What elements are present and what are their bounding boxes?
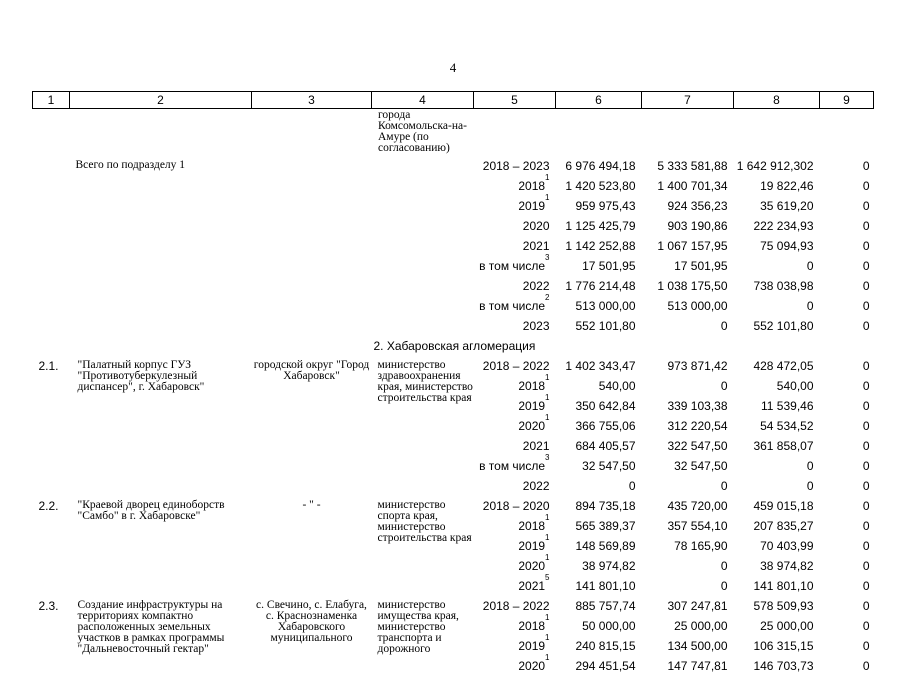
- year-cell: [474, 417, 556, 437]
- year-cell: [474, 237, 556, 257]
- item-name: Создание инфраструктуры на территориях компактно расположенных земельных участков в рамках программы "Дальневосточный гектар": [70, 597, 252, 677]
- local-cell: 0: [820, 237, 874, 257]
- year-label: 2018 – 2023: [483, 159, 550, 173]
- local-cell: 0: [820, 577, 874, 597]
- federal-cell: 78 165,90: [642, 537, 734, 557]
- regional-cell: 0: [734, 297, 820, 317]
- regional-cell: 207 835,27: [734, 517, 820, 537]
- footnote-mark: 1: [545, 613, 549, 622]
- federal-cell: 5 333 581,88: [642, 157, 734, 177]
- local-cell: 0: [820, 377, 874, 397]
- table-row: [33, 197, 874, 217]
- year-cell: [474, 157, 556, 177]
- local-cell: 0: [820, 497, 874, 517]
- federal-cell: 312 220,54: [642, 417, 734, 437]
- year-cell: [474, 457, 556, 477]
- total-cell: 0: [556, 477, 642, 497]
- federal-cell: 25 000,00: [642, 617, 734, 637]
- federal-cell: 134 500,00: [642, 637, 734, 657]
- year-cell: [474, 637, 556, 657]
- year-cell: [474, 177, 556, 197]
- regional-cell: 428 472,05: [734, 357, 820, 377]
- footnote-mark: 1: [545, 393, 549, 402]
- year-cell: [474, 357, 556, 377]
- item-municipality: с. Свечино, с. Елабуга, с. Краснознаменка Хабаровского муниципального: [252, 597, 372, 677]
- year-label: 2021: [523, 239, 550, 253]
- total-cell: 552 101,80: [556, 317, 642, 337]
- year-label: 2021: [523, 439, 550, 453]
- footnote-mark: 1: [545, 553, 549, 562]
- table-body: [33, 109, 874, 677]
- federal-cell: 973 871,42: [642, 357, 734, 377]
- federal-cell: 1 067 157,95: [642, 237, 734, 257]
- footnote-mark: 1: [545, 173, 549, 182]
- local-cell: 0: [820, 177, 874, 197]
- federal-cell: 0: [642, 557, 734, 577]
- federal-cell: 17 501,95: [642, 257, 734, 277]
- total-cell: 240 815,15: [556, 637, 642, 657]
- footnote-mark: 1: [545, 653, 549, 662]
- local-cell: 0: [820, 297, 874, 317]
- empty-cell: [33, 277, 474, 297]
- item-responsible: министерство здравоохранения края, министерство строительства края: [372, 357, 474, 497]
- regional-cell: 222 234,93: [734, 217, 820, 237]
- regional-cell: 141 801,10: [734, 577, 820, 597]
- federal-cell: 0: [642, 477, 734, 497]
- table-row: [33, 257, 874, 277]
- local-cell: 0: [820, 637, 874, 657]
- total-cell: 6 976 494,18: [556, 157, 642, 177]
- year-label: 2018 – 2020: [483, 499, 550, 513]
- empty-cell: [70, 337, 252, 357]
- regional-cell: 540,00: [734, 377, 820, 397]
- footnote-mark: 1: [545, 413, 549, 422]
- footnote-mark: 1: [545, 373, 549, 382]
- year-label: 2019: [518, 539, 545, 553]
- year-label: 2020: [518, 419, 545, 433]
- federal-cell: 0: [642, 577, 734, 597]
- empty-cell: [33, 297, 474, 317]
- total-cell: 50 000,00: [556, 617, 642, 637]
- total-cell: 565 389,37: [556, 517, 642, 537]
- number-cell: [33, 157, 70, 177]
- regional-cell: 70 403,99: [734, 537, 820, 557]
- total-cell: 684 405,57: [556, 437, 642, 457]
- continuation-cell: [33, 109, 874, 158]
- local-cell: 0: [820, 557, 874, 577]
- federal-cell: 357 554,10: [642, 517, 734, 537]
- local-cell: 0: [820, 257, 874, 277]
- header-cell: 7: [642, 92, 734, 109]
- total-cell: 294 451,54: [556, 657, 642, 677]
- total-cell: 38 974,82: [556, 557, 642, 577]
- year-cell: [474, 297, 556, 317]
- year-label: 2020: [523, 219, 550, 233]
- table-row: [33, 177, 874, 197]
- year-label: 2020: [518, 559, 545, 573]
- local-cell: 0: [820, 357, 874, 377]
- regional-cell: 19 822,46: [734, 177, 820, 197]
- federal-cell: 1 400 701,34: [642, 177, 734, 197]
- item-responsible: министерство спорта края, министерство строительства края: [372, 497, 474, 597]
- header-cell: 8: [734, 92, 820, 109]
- continuation-row: [33, 109, 874, 158]
- table-row: [33, 297, 874, 317]
- empty-cell: [33, 337, 70, 357]
- footnote-mark: 1: [545, 513, 549, 522]
- local-cell: 0: [820, 617, 874, 637]
- year-cell: [474, 577, 556, 597]
- local-cell: 0: [820, 417, 874, 437]
- local-cell: 0: [820, 317, 874, 337]
- column-number-row: [33, 92, 874, 109]
- empty-cell: [33, 257, 474, 277]
- year-cell: [474, 197, 556, 217]
- regional-cell: 738 038,98: [734, 277, 820, 297]
- table-row: [33, 597, 874, 617]
- year-cell: [474, 597, 556, 617]
- footnote-mark: 2: [545, 293, 549, 302]
- regional-cell: 54 534,52: [734, 417, 820, 437]
- item-name: "Палатный корпус ГУЗ "Противотуберкулезный диспансер", г. Хабаровск": [70, 357, 252, 497]
- regional-cell: 146 703,73: [734, 657, 820, 677]
- item-number: 2.1.: [33, 357, 70, 497]
- regional-cell: 0: [734, 477, 820, 497]
- total-cell: 1 142 252,88: [556, 237, 642, 257]
- total-cell: 894 735,18: [556, 497, 642, 517]
- footnote-mark: 1: [545, 633, 549, 642]
- federal-cell: 513 000,00: [642, 297, 734, 317]
- total-cell: 1 420 523,80: [556, 177, 642, 197]
- federal-cell: 339 103,38: [642, 397, 734, 417]
- total-cell: 885 757,74: [556, 597, 642, 617]
- total-cell: 148 569,89: [556, 537, 642, 557]
- local-cell: 0: [820, 217, 874, 237]
- header-cell: 6: [556, 92, 642, 109]
- regional-cell: 11 539,46: [734, 397, 820, 417]
- year-cell: [474, 317, 556, 337]
- total-cell: 540,00: [556, 377, 642, 397]
- federal-cell: 1 038 175,50: [642, 277, 734, 297]
- total-cell: 513 000,00: [556, 297, 642, 317]
- regional-cell: 35 619,20: [734, 197, 820, 217]
- year-cell: [474, 397, 556, 417]
- empty-cell: [33, 197, 474, 217]
- header-cell: 1: [33, 92, 70, 109]
- local-cell: 0: [820, 277, 874, 297]
- subtotal-label: Всего по подразделу 1: [70, 157, 474, 177]
- budget-table: [32, 91, 874, 677]
- empty-cell: [33, 237, 474, 257]
- federal-cell: 435 720,00: [642, 497, 734, 517]
- year-cell: [474, 497, 556, 517]
- empty-cell: [642, 337, 874, 357]
- regional-cell: 38 974,82: [734, 557, 820, 577]
- year-cell: [474, 617, 556, 637]
- year-label: 2018 – 2022: [483, 599, 550, 613]
- regional-cell: 459 015,18: [734, 497, 820, 517]
- total-cell: 17 501,95: [556, 257, 642, 277]
- local-cell: 0: [820, 517, 874, 537]
- table-row: [33, 217, 874, 237]
- local-cell: 0: [820, 397, 874, 417]
- regional-cell: 0: [734, 457, 820, 477]
- header-cell: 9: [820, 92, 874, 109]
- empty-cell: [33, 317, 474, 337]
- empty-cell: [33, 217, 474, 237]
- table-row: [33, 157, 874, 177]
- year-cell: [474, 657, 556, 677]
- item-number: 2.3.: [33, 597, 70, 677]
- item-municipality: - " -: [252, 497, 372, 597]
- item-number: 2.2.: [33, 497, 70, 597]
- year-cell: [474, 377, 556, 397]
- total-cell: 1 776 214,48: [556, 277, 642, 297]
- year-label: 2022: [523, 479, 550, 493]
- year-label: 2021: [518, 579, 545, 593]
- year-cell: [474, 517, 556, 537]
- total-cell: 32 547,50: [556, 457, 642, 477]
- regional-cell: 0: [734, 257, 820, 277]
- regional-cell: 75 094,93: [734, 237, 820, 257]
- year-label: 2018: [518, 179, 545, 193]
- year-cell: [474, 217, 556, 237]
- federal-cell: 903 190,86: [642, 217, 734, 237]
- year-label: в том числе: [479, 259, 545, 273]
- regional-cell: 552 101,80: [734, 317, 820, 337]
- section-row: [33, 337, 874, 357]
- year-cell: [474, 537, 556, 557]
- year-cell: [474, 477, 556, 497]
- year-label: 2018: [518, 619, 545, 633]
- footnote-mark: 3: [545, 253, 549, 262]
- page-number: 4: [446, 60, 460, 76]
- year-label: 2018: [518, 379, 545, 393]
- regional-cell: 361 858,07: [734, 437, 820, 457]
- federal-cell: 322 547,50: [642, 437, 734, 457]
- year-label: 2018 – 2022: [483, 359, 550, 373]
- local-cell: 0: [820, 197, 874, 217]
- federal-cell: 147 747,81: [642, 657, 734, 677]
- item-responsible: министерство имущества края, министерство транспорта и дорожного: [372, 597, 474, 677]
- total-cell: 141 801,10: [556, 577, 642, 597]
- year-label: 2023: [523, 319, 550, 333]
- year-cell: [474, 437, 556, 457]
- year-label: в том числе: [479, 459, 545, 473]
- item-municipality: городской округ "Город Хабаровск": [252, 357, 372, 497]
- header-cell: 2: [70, 92, 252, 109]
- item-name: "Краевой дворец единоборств "Самбо" в г. Хабаровске": [70, 497, 252, 597]
- header-cell: 5: [474, 92, 556, 109]
- header-cell: 4: [372, 92, 474, 109]
- total-cell: 1 402 343,47: [556, 357, 642, 377]
- table-row: [33, 357, 874, 377]
- total-cell: 1 125 425,79: [556, 217, 642, 237]
- local-cell: 0: [820, 437, 874, 457]
- regional-cell: 578 509,93: [734, 597, 820, 617]
- footnote-mark: 1: [545, 533, 549, 542]
- section-title: 2. Хабаровская агломерация: [372, 337, 642, 357]
- empty-cell: [252, 337, 372, 357]
- federal-cell: 924 356,23: [642, 197, 734, 217]
- year-label: 2019: [518, 199, 545, 213]
- total-cell: 366 755,06: [556, 417, 642, 437]
- local-cell: 0: [820, 597, 874, 617]
- year-label: 2019: [518, 639, 545, 653]
- year-label: 2022: [523, 279, 550, 293]
- year-label: 2019: [518, 399, 545, 413]
- empty-cell: [33, 177, 474, 197]
- federal-cell: 32 547,50: [642, 457, 734, 477]
- year-cell: [474, 557, 556, 577]
- year-label: 2018: [518, 519, 545, 533]
- local-cell: 0: [820, 537, 874, 557]
- federal-cell: 307 247,81: [642, 597, 734, 617]
- footnote-mark: 5: [545, 573, 549, 582]
- footnote-mark: 1: [545, 193, 549, 202]
- header-cell: 3: [252, 92, 372, 109]
- federal-cell: 0: [642, 317, 734, 337]
- footnote-mark: 3: [545, 453, 549, 462]
- table-row: [33, 277, 874, 297]
- regional-cell: 1 642 912,302: [734, 157, 820, 177]
- local-cell: 0: [820, 477, 874, 497]
- table-row: [33, 317, 874, 337]
- total-cell: 959 975,43: [556, 197, 642, 217]
- regional-cell: 25 000,00: [734, 617, 820, 637]
- local-cell: 0: [820, 157, 874, 177]
- regional-cell: 106 315,15: [734, 637, 820, 657]
- table-row: [33, 497, 874, 517]
- year-label: 2020: [518, 659, 545, 673]
- year-cell: [474, 257, 556, 277]
- total-cell: 350 642,84: [556, 397, 642, 417]
- year-label: в том числе: [479, 299, 545, 313]
- year-cell: [474, 277, 556, 297]
- local-cell: 0: [820, 457, 874, 477]
- local-cell: 0: [820, 657, 874, 677]
- federal-cell: 0: [642, 377, 734, 397]
- continued-responsible-cell: города Комсомольска-на-Амуре (по согласованию): [378, 110, 478, 154]
- table-row: [33, 237, 874, 257]
